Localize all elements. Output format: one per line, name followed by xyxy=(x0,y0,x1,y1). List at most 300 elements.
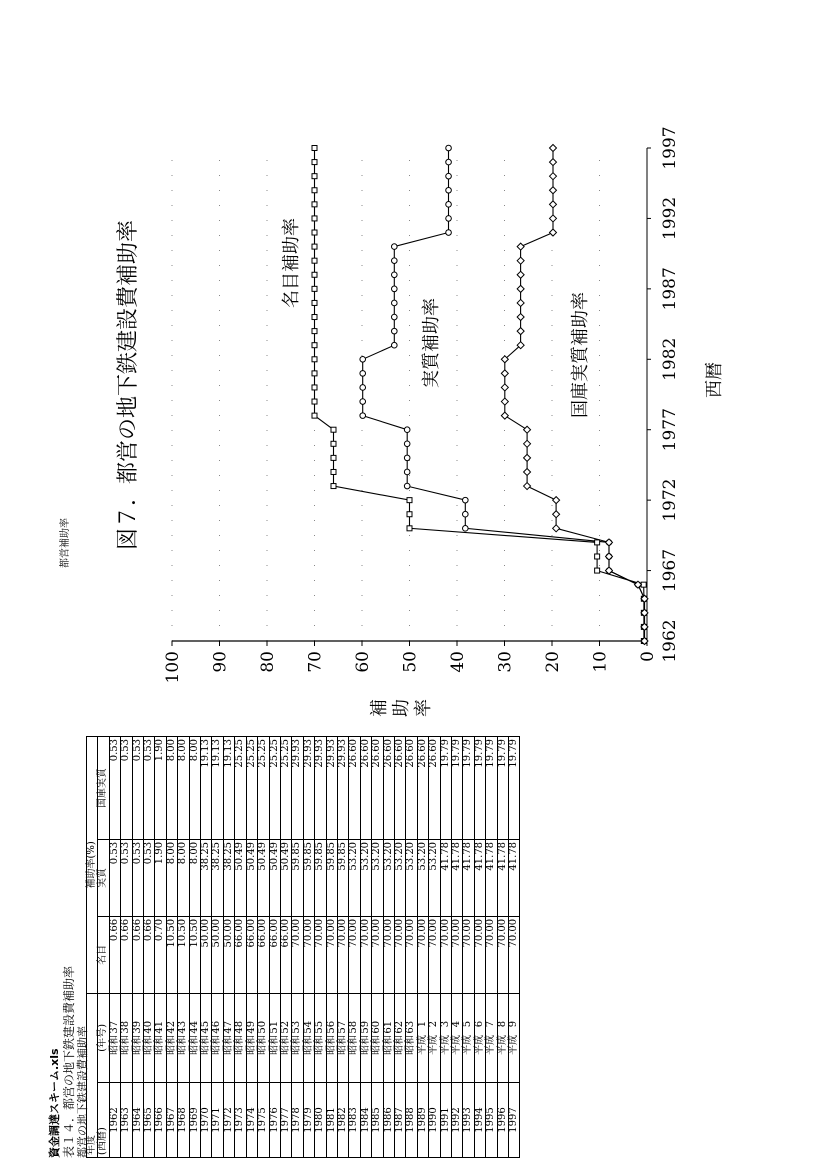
era-year: 47 xyxy=(222,1020,234,1034)
group-year-header: 年度 xyxy=(87,993,98,1157)
data-point-nominal xyxy=(312,146,317,151)
cell-nominal: 0.66 xyxy=(144,916,155,993)
cell-year: 1975 xyxy=(258,1082,269,1157)
era-name: 平成 xyxy=(496,1034,508,1055)
group-rate-header: 補助率(%) xyxy=(87,737,98,994)
era-year: 43 xyxy=(177,1020,189,1034)
y-axis-label-char: 率 xyxy=(413,699,434,717)
cell-national: 26.60 xyxy=(383,737,394,840)
era-name: 昭和 xyxy=(234,1034,246,1055)
data-point-nominal xyxy=(312,315,317,320)
cell-year: 1990 xyxy=(429,1082,440,1157)
data-point-nominal xyxy=(407,526,412,531)
cell-national: 29.93 xyxy=(337,737,348,840)
era-year: 6 xyxy=(473,1020,485,1028)
era-year: 59 xyxy=(359,1020,371,1034)
data-point-real xyxy=(392,286,398,292)
era-name: 昭和 xyxy=(245,1034,257,1055)
cell-national: 19.79 xyxy=(486,737,497,840)
era-year: 57 xyxy=(336,1020,348,1034)
cell-nominal: 70.00 xyxy=(383,916,394,993)
series-label-national: 国庫実質補助率 xyxy=(570,292,591,418)
cell-nominal: 70.00 xyxy=(292,916,303,993)
cell-nominal: 70.00 xyxy=(337,916,348,993)
data-point-real xyxy=(360,371,366,377)
cell-real: 53.20 xyxy=(417,839,428,916)
cell-nominal: 0.66 xyxy=(121,916,132,993)
data-point-nominal xyxy=(331,441,336,446)
tick-label-x: 1987 xyxy=(660,267,680,311)
data-point-real xyxy=(360,356,366,362)
era-year: 46 xyxy=(211,1020,223,1034)
data-point-national xyxy=(553,497,560,504)
data-point-nominal xyxy=(312,300,317,305)
series-lines xyxy=(315,148,645,641)
cell-national: 1.90 xyxy=(155,737,166,840)
data-point-real xyxy=(446,159,452,165)
tick-label-x: 1992 xyxy=(660,196,680,241)
data-point-national xyxy=(549,159,556,166)
era-name: 昭和 xyxy=(302,1034,314,1055)
tick-label-x: 1967 xyxy=(660,548,680,593)
data-point-national xyxy=(517,328,524,335)
era-year: 48 xyxy=(234,1020,246,1034)
series-label-nominal: 名目補助率 xyxy=(281,218,302,308)
data-point-real xyxy=(392,258,398,264)
data-point-national xyxy=(549,229,556,236)
era-name: 昭和 xyxy=(382,1034,394,1055)
era-year: 8 xyxy=(496,1020,508,1028)
cell-year: 1980 xyxy=(315,1082,326,1157)
y-axis-label xyxy=(369,699,434,717)
tick-label-y: 100 xyxy=(163,651,183,684)
cell-nominal: 0.66 xyxy=(109,916,120,993)
cell-real: 59.85 xyxy=(326,839,337,916)
era-year: 63 xyxy=(405,1020,417,1034)
data-point-nominal xyxy=(312,160,317,165)
data-point-nominal xyxy=(312,244,317,249)
cell-nominal: 10.50 xyxy=(178,916,189,993)
tick-label-y: 20 xyxy=(543,651,563,673)
cell-real: 38.25 xyxy=(212,839,223,916)
era-year: 9 xyxy=(508,1020,520,1028)
data-point-national xyxy=(549,187,556,194)
cell-real: 0.53 xyxy=(132,839,143,916)
col-national: 国庫実質 xyxy=(98,737,109,840)
cell-nominal: 66.00 xyxy=(235,916,246,993)
cell-real: 0.53 xyxy=(109,839,120,916)
era-year: 4 xyxy=(451,1020,462,1028)
cell-real: 53.20 xyxy=(429,839,440,916)
era-name: 昭和 xyxy=(177,1034,189,1055)
cell-nominal: 70.00 xyxy=(440,916,451,993)
tick-label-x: 1972 xyxy=(660,478,680,522)
cell-national: 25.25 xyxy=(258,737,269,840)
era-name: 平成 xyxy=(428,1034,440,1055)
col-era: (年号) xyxy=(98,993,109,1082)
data-point-national xyxy=(549,215,556,222)
data-point-nominal xyxy=(331,455,336,460)
data-point-real xyxy=(404,469,410,475)
cell-national: 29.93 xyxy=(292,737,303,840)
x-axis-label: 西暦 xyxy=(704,362,725,398)
file-name: 資金調達スキーム.xls xyxy=(48,1048,61,1158)
data-point-national xyxy=(517,314,524,321)
series-line-real xyxy=(363,148,645,641)
era-year: 56 xyxy=(325,1020,337,1034)
cell-real: 59.85 xyxy=(337,839,348,916)
y-axis-label-char: 助 xyxy=(391,699,412,717)
cell-nominal: 50.00 xyxy=(212,916,223,993)
tick-label-x: 1997 xyxy=(660,126,680,170)
cell-national: 29.93 xyxy=(315,737,326,840)
cell-year: 1973 xyxy=(235,1082,246,1157)
era-name: 昭和 xyxy=(348,1034,360,1055)
era-name: 昭和 xyxy=(268,1034,280,1055)
tick-label-x: 1977 xyxy=(660,408,680,452)
cell-nominal: 50.00 xyxy=(223,916,234,993)
era-year: 39 xyxy=(131,1020,143,1034)
era-year: 54 xyxy=(302,1020,314,1034)
era-name: 昭和 xyxy=(371,1034,383,1055)
era-name: 平成 xyxy=(439,1034,451,1055)
cell-year: 1962 xyxy=(109,1082,120,1157)
era-year: 60 xyxy=(371,1020,383,1034)
y-axis-label-char: 補 xyxy=(369,699,390,717)
data-point-national xyxy=(524,468,531,475)
data-point-real xyxy=(360,413,366,419)
data-point-real xyxy=(446,173,452,179)
cell-real: 50.49 xyxy=(235,839,246,916)
era-name: 昭和 xyxy=(222,1034,234,1055)
data-point-national xyxy=(524,426,531,433)
cell-year: 1968 xyxy=(178,1082,189,1157)
cell-nominal: 66.00 xyxy=(269,916,280,993)
data-point-nominal xyxy=(312,216,317,221)
era-year: 49 xyxy=(245,1020,257,1034)
tick-label-y: 70 xyxy=(305,651,326,673)
cell-year: 1985 xyxy=(372,1082,383,1157)
data-point-real xyxy=(392,244,398,250)
cell-nominal: 10.50 xyxy=(166,916,177,993)
era-name: 平成 xyxy=(508,1034,520,1055)
data-point-real xyxy=(392,300,398,306)
era-name: 昭和 xyxy=(120,1034,132,1055)
cell-year: 1993 xyxy=(463,1082,474,1157)
cell-year: 1978 xyxy=(292,1082,303,1157)
data-point-nominal xyxy=(312,343,317,348)
tick-label-y: 10 xyxy=(590,651,611,673)
data-point-national xyxy=(524,483,531,490)
data-point-nominal xyxy=(595,554,600,559)
cell-national: 19.13 xyxy=(223,737,234,840)
data-point-real xyxy=(404,427,410,433)
data-point-nominal xyxy=(312,202,317,207)
era-name: 昭和 xyxy=(314,1034,326,1055)
era-name: 平成 xyxy=(473,1034,485,1055)
data-point-national xyxy=(517,299,524,306)
data-point-real xyxy=(392,328,398,334)
cell-national: 26.60 xyxy=(360,737,371,840)
data-point-real xyxy=(392,272,398,278)
cell-nominal: 70.00 xyxy=(394,916,405,993)
data-point-national xyxy=(501,384,508,391)
data-point-nominal xyxy=(331,484,336,489)
era-name: 平成 xyxy=(416,1034,428,1055)
data-point-nominal xyxy=(407,498,412,503)
era-year: 7 xyxy=(485,1020,497,1028)
era-year: 45 xyxy=(200,1020,212,1034)
era-year: 61 xyxy=(382,1020,394,1034)
era-name: 平成 xyxy=(485,1034,497,1055)
era-name: 昭和 xyxy=(143,1034,155,1055)
cell-national: 8.00 xyxy=(166,737,177,840)
cell-year: 1972 xyxy=(223,1082,234,1157)
cell-year: 1967 xyxy=(166,1082,177,1157)
era-name: 昭和 xyxy=(359,1034,371,1055)
cell-national: 26.60 xyxy=(394,737,405,840)
cell-real: 53.20 xyxy=(372,839,383,916)
cell-real: 41.78 xyxy=(509,839,520,916)
era-year: 50 xyxy=(257,1020,269,1034)
cell-real: 41.78 xyxy=(463,839,474,916)
era-year: 51 xyxy=(268,1020,280,1034)
col-nominal: 名目 xyxy=(98,916,109,993)
cell-year: 1976 xyxy=(269,1082,280,1157)
data-point-national xyxy=(553,511,560,518)
cell-real: 59.85 xyxy=(315,839,326,916)
era-name: 昭和 xyxy=(211,1034,223,1055)
cell-real: 50.49 xyxy=(269,839,280,916)
era-name: 昭和 xyxy=(279,1034,291,1055)
cell-national: 25.25 xyxy=(269,737,280,840)
cell-nominal: 66.00 xyxy=(246,916,257,993)
data-point-nominal xyxy=(312,258,317,263)
cell-national: 19.79 xyxy=(440,737,451,840)
data-point-nominal xyxy=(595,540,600,545)
era-name: 平成 xyxy=(451,1034,462,1055)
cell-year: 1994 xyxy=(474,1082,485,1157)
data-point-national xyxy=(517,271,524,278)
data-point-nominal xyxy=(312,371,317,376)
data-point-real xyxy=(360,399,366,405)
cell-real: 41.78 xyxy=(486,839,497,916)
cell-nominal: 70.00 xyxy=(303,916,314,993)
era-year: 62 xyxy=(393,1020,405,1034)
cell-nominal: 70.00 xyxy=(315,916,326,993)
data-point-nominal xyxy=(331,427,336,432)
data-point-national xyxy=(501,398,508,405)
data-point-nominal xyxy=(312,286,317,291)
tick-label-x: 1982 xyxy=(660,337,680,381)
cell-year: 1997 xyxy=(509,1082,520,1157)
data-point-national xyxy=(501,412,508,419)
sheet-label: 都営補助率 xyxy=(60,518,71,568)
cell-year: 1996 xyxy=(497,1082,508,1157)
era-name: 昭和 xyxy=(131,1034,143,1055)
cell-real: 38.25 xyxy=(223,839,234,916)
cell-real: 8.00 xyxy=(166,839,177,916)
cell-year: 1987 xyxy=(394,1082,405,1157)
data-point-real xyxy=(392,314,398,320)
cell-real: 41.78 xyxy=(497,839,508,916)
cell-nominal: 10.50 xyxy=(189,916,200,993)
data-point-real xyxy=(404,441,410,447)
cell-national: 19.79 xyxy=(497,737,508,840)
cell-year: 1983 xyxy=(349,1082,360,1157)
data-point-real xyxy=(463,511,469,517)
cell-real: 53.20 xyxy=(406,839,417,916)
data-point-nominal xyxy=(312,329,317,334)
cell-national: 0.53 xyxy=(132,737,143,840)
cell-year: 1986 xyxy=(383,1082,394,1157)
cell-year: 1977 xyxy=(280,1082,291,1157)
data-point-real xyxy=(446,187,452,193)
cell-year: 1992 xyxy=(452,1082,463,1157)
cell-nominal: 0.70 xyxy=(155,916,166,993)
cell-year: 1963 xyxy=(121,1082,132,1157)
cell-nominal: 66.00 xyxy=(280,916,291,993)
col-western: (西暦) xyxy=(98,1082,109,1157)
data-point-national xyxy=(606,553,613,560)
cell-real: 38.25 xyxy=(201,839,212,916)
cell-nominal: 70.00 xyxy=(326,916,337,993)
era-name: 昭和 xyxy=(257,1034,269,1055)
cell-national: 26.60 xyxy=(406,737,417,840)
cell-year: 1974 xyxy=(246,1082,257,1157)
tick-label-y: 40 xyxy=(448,651,468,673)
cell-national: 26.60 xyxy=(372,737,383,840)
data-point-real xyxy=(404,455,410,461)
cell-real: 53.20 xyxy=(394,839,405,916)
era-name: 昭和 xyxy=(405,1034,417,1055)
tick-label-y: 60 xyxy=(353,651,373,673)
cell-nominal: 70.00 xyxy=(452,916,463,993)
series-label-real: 実質補助率 xyxy=(421,298,442,388)
cell-national: 19.79 xyxy=(474,737,485,840)
data-point-nominal xyxy=(312,399,317,404)
era-year: 41 xyxy=(154,1020,166,1034)
era-year: 38 xyxy=(120,1020,132,1034)
cell-year: 1988 xyxy=(406,1082,417,1157)
cell-real: 8.00 xyxy=(189,839,200,916)
era-year: 53 xyxy=(291,1020,303,1034)
table-caption: 表１４．都営の地下鉄建設費補助率 xyxy=(62,965,76,1158)
cell-national: 29.93 xyxy=(303,737,314,840)
data-point-real xyxy=(446,202,452,208)
cell-real: 50.49 xyxy=(280,839,291,916)
cell-national: 19.13 xyxy=(201,737,212,840)
era-year: 58 xyxy=(348,1020,360,1034)
era-year: 1 xyxy=(416,1020,428,1028)
cell-nominal: 70.00 xyxy=(429,916,440,993)
era-name: 平成 xyxy=(462,1034,474,1055)
data-point-national xyxy=(501,370,508,377)
data-point-national xyxy=(549,201,556,208)
tick-labels xyxy=(163,126,680,683)
cell-year: 1966 xyxy=(155,1082,166,1157)
col-real: 実質 xyxy=(98,839,109,916)
cell-year: 1970 xyxy=(201,1082,212,1157)
cell-national: 19.79 xyxy=(463,737,474,840)
cell-national: 19.13 xyxy=(212,737,223,840)
era-year: 44 xyxy=(188,1020,200,1034)
era-name: 昭和 xyxy=(325,1034,337,1055)
cell-real: 41.78 xyxy=(440,839,451,916)
cell-nominal: 66.00 xyxy=(258,916,269,993)
data-point-nominal xyxy=(312,385,317,390)
cell-real: 59.85 xyxy=(292,839,303,916)
cell-year: 1964 xyxy=(132,1082,143,1157)
cell-national: 25.25 xyxy=(280,737,291,840)
cell-real: 53.20 xyxy=(349,839,360,916)
cell-national: 0.53 xyxy=(121,737,132,840)
cell-national: 19.79 xyxy=(452,737,463,840)
era-year: 40 xyxy=(143,1020,155,1034)
data-point-national xyxy=(549,145,556,152)
data-point-nominal xyxy=(595,568,600,573)
cell-real: 1.90 xyxy=(155,839,166,916)
cell-nominal: 70.00 xyxy=(406,916,417,993)
cell-year: 1969 xyxy=(189,1082,200,1157)
data-point-nominal xyxy=(312,230,317,235)
tick-label-y: 90 xyxy=(210,651,231,673)
data-point-real xyxy=(404,483,410,489)
cell-real: 41.78 xyxy=(474,839,485,916)
tick-label-x: 1962 xyxy=(660,619,680,663)
era-name: 昭和 xyxy=(154,1034,166,1055)
data-point-nominal xyxy=(312,174,317,179)
cell-real: 0.53 xyxy=(144,839,155,916)
cell-national: 25.25 xyxy=(246,737,257,840)
cell-national: 26.60 xyxy=(429,737,440,840)
data-point-nominal xyxy=(312,413,317,418)
data-point-nominal xyxy=(331,469,336,474)
data-point-nominal xyxy=(312,188,317,193)
era-year: 55 xyxy=(314,1020,326,1034)
era-name: 昭和 xyxy=(291,1034,303,1055)
tick-label-y: 30 xyxy=(495,651,516,673)
era-year: 2 xyxy=(428,1020,440,1028)
cell-real: 8.00 xyxy=(178,839,189,916)
table-heading: 都営の地下鉄建設費補助率 xyxy=(76,1026,89,1158)
era-year: 3 xyxy=(439,1020,451,1028)
data-point-national xyxy=(524,440,531,447)
era-year: 52 xyxy=(279,1020,291,1034)
data-point-real xyxy=(446,216,452,222)
data-point-real xyxy=(446,145,452,151)
cell-real: 59.85 xyxy=(303,839,314,916)
era-name: 昭和 xyxy=(393,1034,405,1055)
data-point-real xyxy=(463,497,469,503)
cell-year: 1989 xyxy=(417,1082,428,1157)
cell-nominal: 70.00 xyxy=(474,916,485,993)
data-point-real xyxy=(463,526,469,532)
tick-label-y: 50 xyxy=(400,651,421,673)
era-name: 昭和 xyxy=(108,1034,120,1055)
data-point-real xyxy=(446,230,452,236)
era-year: 37 xyxy=(108,1020,120,1034)
data-point-national xyxy=(553,525,560,532)
cell-nominal: 70.00 xyxy=(509,916,520,993)
era-name: 昭和 xyxy=(188,1034,200,1055)
cell-national: 26.60 xyxy=(417,737,428,840)
data-point-national xyxy=(517,257,524,264)
cell-nominal: 70.00 xyxy=(486,916,497,993)
cell-nominal: 70.00 xyxy=(372,916,383,993)
era-name: 昭和 xyxy=(165,1034,177,1055)
data-point-national xyxy=(549,173,556,180)
